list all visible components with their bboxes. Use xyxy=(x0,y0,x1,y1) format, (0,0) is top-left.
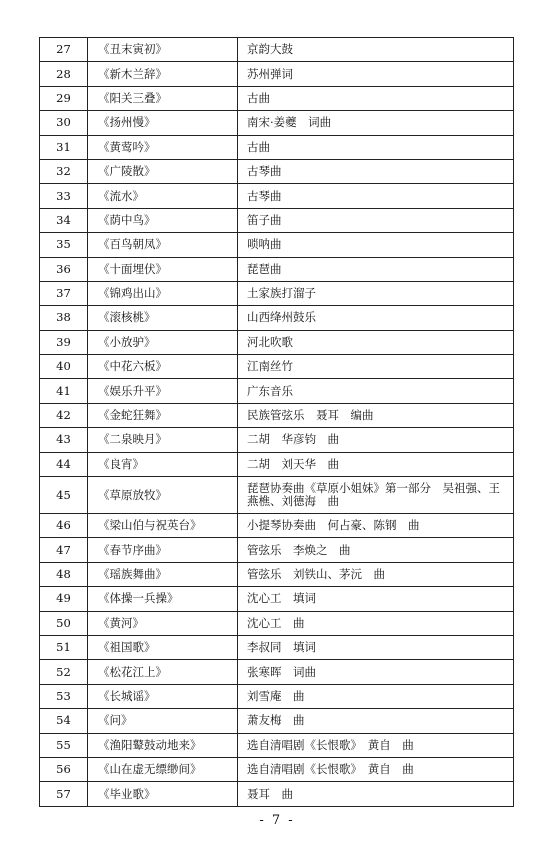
piece-title-cell: 《小放驴》 xyxy=(88,330,238,354)
table-row xyxy=(40,660,514,684)
table-row xyxy=(40,452,514,476)
piece-note-cell: 李叔同 填词 xyxy=(238,635,514,659)
piece-title-cell: 《松花江上》 xyxy=(88,660,238,684)
row-number-cell: 50 xyxy=(40,611,88,635)
row-number-cell: 40 xyxy=(40,355,88,379)
piece-note-cell: 京韵大鼓 xyxy=(238,38,514,62)
row-number-cell: 57 xyxy=(40,782,88,806)
row-number-cell: 45 xyxy=(40,477,88,514)
row-number-cell: 55 xyxy=(40,733,88,757)
table-row xyxy=(40,281,514,305)
piece-title-cell: 《梁山伯与祝英台》 xyxy=(88,514,238,538)
page-number: - 7 - xyxy=(259,813,295,828)
piece-note-cell: 琵琶曲 xyxy=(238,257,514,281)
table-row xyxy=(40,159,514,183)
piece-title-cell: 《毕业歌》 xyxy=(88,782,238,806)
piece-note-cell: 张寒晖 词曲 xyxy=(238,660,514,684)
piece-note-cell: 古曲 xyxy=(238,86,514,110)
piece-note-cell: 小提琴协奏曲 何占豪、陈钢 曲 xyxy=(238,514,514,538)
piece-note-cell: 管弦乐 李焕之 曲 xyxy=(238,538,514,562)
piece-title-cell: 《二泉映月》 xyxy=(88,428,238,452)
piece-note-cell: 琵琶协奏曲《草原小姐妹》第一部分 吴祖强、王燕樵、刘德海 曲 xyxy=(238,477,514,514)
piece-note-cell: 江南丝竹 xyxy=(238,355,514,379)
piece-note-cell: 南宋·姜夔 词曲 xyxy=(238,111,514,135)
table-row xyxy=(40,184,514,208)
music-list-body xyxy=(40,38,514,807)
row-number-cell: 32 xyxy=(40,159,88,183)
table-row xyxy=(40,330,514,354)
piece-title-cell: 《黄河》 xyxy=(88,611,238,635)
row-number-cell: 48 xyxy=(40,562,88,586)
table-row xyxy=(40,135,514,159)
piece-title-cell: 《渔阳鼙鼓动地来》 xyxy=(88,733,238,757)
table-row xyxy=(40,477,514,514)
row-number-cell: 39 xyxy=(40,330,88,354)
row-number-cell: 44 xyxy=(40,452,88,476)
row-number-cell: 33 xyxy=(40,184,88,208)
piece-title-cell: 《黄莺吟》 xyxy=(88,135,238,159)
piece-title-cell: 《锦鸡出山》 xyxy=(88,281,238,305)
piece-title-cell: 《金蛇狂舞》 xyxy=(88,403,238,427)
piece-title-cell: 《体操一兵操》 xyxy=(88,587,238,611)
piece-title-cell: 《丑末寅初》 xyxy=(88,38,238,62)
table-row xyxy=(40,428,514,452)
piece-note-cell: 沈心工 填词 xyxy=(238,587,514,611)
row-number-cell: 42 xyxy=(40,403,88,427)
table-row xyxy=(40,257,514,281)
piece-title-cell: 《荫中鸟》 xyxy=(88,208,238,232)
piece-title-cell: 《流水》 xyxy=(88,184,238,208)
piece-note-cell: 沈心工 曲 xyxy=(238,611,514,635)
row-number-cell: 28 xyxy=(40,62,88,86)
piece-note-cell: 山西绛州鼓乐 xyxy=(238,306,514,330)
piece-title-cell: 《阳关三叠》 xyxy=(88,86,238,110)
piece-note-cell: 苏州弹词 xyxy=(238,62,514,86)
piece-title-cell: 《春节序曲》 xyxy=(88,538,238,562)
row-number-cell: 35 xyxy=(40,233,88,257)
piece-note-cell: 广东音乐 xyxy=(238,379,514,403)
table-row xyxy=(40,757,514,781)
piece-note-cell: 土家族打溜子 xyxy=(238,281,514,305)
piece-title-cell: 《瑶族舞曲》 xyxy=(88,562,238,586)
piece-note-cell: 古琴曲 xyxy=(238,159,514,183)
table-row xyxy=(40,538,514,562)
piece-note-cell: 选自清唱剧《长恨歌》 黄自 曲 xyxy=(238,733,514,757)
piece-title-cell: 《中花六板》 xyxy=(88,355,238,379)
row-number-cell: 56 xyxy=(40,757,88,781)
table-row xyxy=(40,38,514,62)
piece-title-cell: 《山在虚无缥缈间》 xyxy=(88,757,238,781)
row-number-cell: 51 xyxy=(40,635,88,659)
table-row xyxy=(40,62,514,86)
piece-title-cell: 《长城谣》 xyxy=(88,684,238,708)
piece-note-cell: 二胡 华彦钧 曲 xyxy=(238,428,514,452)
piece-title-cell: 《十面埋伏》 xyxy=(88,257,238,281)
table-row xyxy=(40,709,514,733)
piece-note-cell: 刘雪庵 曲 xyxy=(238,684,514,708)
piece-note-cell: 笛子曲 xyxy=(238,208,514,232)
table-row xyxy=(40,611,514,635)
table-row xyxy=(40,306,514,330)
piece-title-cell: 《草原放牧》 xyxy=(88,477,238,514)
table-row xyxy=(40,111,514,135)
piece-note-cell: 选自清唱剧《长恨歌》 黄自 曲 xyxy=(238,757,514,781)
row-number-cell: 31 xyxy=(40,135,88,159)
table-row xyxy=(40,233,514,257)
row-number-cell: 43 xyxy=(40,428,88,452)
piece-title-cell: 《广陵散》 xyxy=(88,159,238,183)
table-row xyxy=(40,782,514,806)
table-row xyxy=(40,733,514,757)
row-number-cell: 41 xyxy=(40,379,88,403)
row-number-cell: 37 xyxy=(40,281,88,305)
table-row xyxy=(40,635,514,659)
table-row xyxy=(40,403,514,427)
piece-note-cell: 河北吹歌 xyxy=(238,330,514,354)
piece-title-cell: 《新木兰辞》 xyxy=(88,62,238,86)
table-row xyxy=(40,355,514,379)
piece-note-cell: 萧友梅 曲 xyxy=(238,709,514,733)
row-number-cell: 34 xyxy=(40,208,88,232)
piece-title-cell: 《祖国歌》 xyxy=(88,635,238,659)
music-list-table xyxy=(39,37,514,807)
row-number-cell: 49 xyxy=(40,587,88,611)
piece-note-cell: 二胡 刘天华 曲 xyxy=(238,452,514,476)
piece-title-cell: 《百鸟朝凤》 xyxy=(88,233,238,257)
row-number-cell: 27 xyxy=(40,38,88,62)
piece-title-cell: 《扬州慢》 xyxy=(88,111,238,135)
piece-note-cell: 古曲 xyxy=(238,135,514,159)
piece-note-cell: 民族管弦乐 聂耳 编曲 xyxy=(238,403,514,427)
row-number-cell: 54 xyxy=(40,709,88,733)
piece-title-cell: 《滚核桃》 xyxy=(88,306,238,330)
table-row xyxy=(40,208,514,232)
table-row xyxy=(40,587,514,611)
table-row xyxy=(40,684,514,708)
row-number-cell: 30 xyxy=(40,111,88,135)
piece-note-cell: 聂耳 曲 xyxy=(238,782,514,806)
piece-note-cell: 唢呐曲 xyxy=(238,233,514,257)
piece-title-cell: 《问》 xyxy=(88,709,238,733)
row-number-cell: 36 xyxy=(40,257,88,281)
row-number-cell: 46 xyxy=(40,514,88,538)
piece-note-cell: 古琴曲 xyxy=(238,184,514,208)
table-row xyxy=(40,514,514,538)
row-number-cell: 47 xyxy=(40,538,88,562)
piece-title-cell: 《娱乐升平》 xyxy=(88,379,238,403)
table-row xyxy=(40,86,514,110)
row-number-cell: 52 xyxy=(40,660,88,684)
table-row xyxy=(40,562,514,586)
piece-note-cell: 管弦乐 刘铁山、茅沅 曲 xyxy=(238,562,514,586)
row-number-cell: 53 xyxy=(40,684,88,708)
row-number-cell: 38 xyxy=(40,306,88,330)
piece-title-cell: 《良宵》 xyxy=(88,452,238,476)
table-row xyxy=(40,379,514,403)
row-number-cell: 29 xyxy=(40,86,88,110)
